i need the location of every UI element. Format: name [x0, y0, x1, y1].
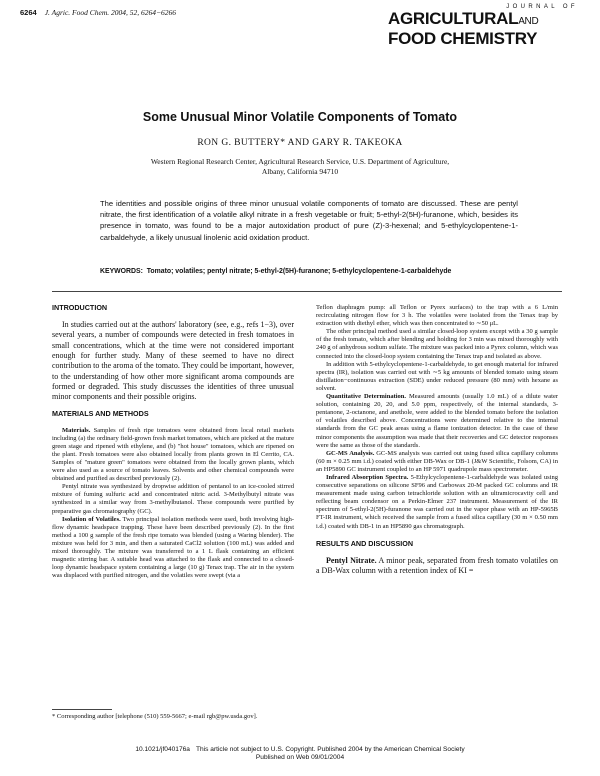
affiliation-line-2: Albany, California 94710 [261, 166, 339, 176]
corresponding-author-footnote: * Corresponding author [telephone (510) 559-5667; e-mail rgb@pw.usda.gov]. [52, 713, 258, 720]
results-heading: RESULTS AND DISCUSSION [316, 538, 414, 548]
methods-heading: MATERIALS AND METHODS [52, 409, 149, 419]
gcms-label: GC-MS Analysis. [326, 449, 375, 457]
doi: 10.1021/jf040176a [135, 746, 190, 753]
footer-line-1 [0, 746, 600, 754]
keywords-label: KEYWORDS: [100, 268, 143, 275]
sde-paragraph: In addition with 5-ethylcyclopentene-1-carbaldehyde, to get enough material for infrared spectra (IR), isolation was carried out with ∼5 kg amounts of blended tomato using steam distillation−continuous extraction (SDE) under reduced pressure (80 mm) with hexane as solvent. [316, 360, 558, 392]
isolation-paragraph [52, 516, 294, 581]
ir-paragraph [316, 474, 558, 531]
second-method-paragraph: The other principal method used a similar closed-loop system except with a 30 g sample of the fresh tomato, which after blending and holding for 3 min was mixed thoroughly with 240 g of anhydrous sodium sulfate. The mixture was packed into a Pyrex column, which was connected into the closed-loop system containing the Tenax trap and isolated as above. [316, 328, 558, 360]
article-title: Some Unusual Minor Volatile Components of Tomato [142, 110, 458, 124]
quantitative-label: Quantitative Determination. [326, 393, 407, 401]
pentyl-synthesis-paragraph: Pentyl nitrate was synthesized by dropwise addition of pentanol to an ice-cooled stirred mixture of fuming sulfuric acid and concentrated nitric acid. 3-Methylbutyl nitrate was synthesized in a similar way from 3-methylbutanol. These compounds were purified by preparative gas chromatography (GC). [52, 483, 294, 515]
journal-logo [388, 4, 578, 47]
running-header [20, 8, 176, 17]
quantitative-text: Measured amounts (usually 1.0 mL) of a dilute water solution, containing 20, 20, and 5.0 ppm, respectively, of the internal standards, 3-pentanone, 2-octanone, and anethole, were added to the blended tomato before the isolation of volatiles described above. Concentrations were determined relative to the internal standards from the GC peak areas using a flame ionization detector. In the case of these minor components the assumption was made that their recoveries and GC detector responses were the same as those of the standards. [316, 393, 558, 449]
logo-line-journal-of: JOURNAL OF [506, 4, 578, 10]
isolation-text: Two principal isolation methods were used, both involving high-flow dynamic headspace trapping. These have been described previously (2). In the first method a 100 g sample of the fresh ripe tomato was blended (using a Waring blender). The mixture was held for 3 min, and then a saturated CaCl2 solution (100 mL) was added and mixed thoroughly. The mixture was transferred to a 1 L flask containing an efficient magnetic stirring bar. A suitable head was attached to the flask and connected to a closed-loop dynamic headspace system containing a large (10 g) Tenax trap. The air in the system was displaced with purified nitrogen, and the volatiles were swept (via a [52, 515, 294, 580]
pentyl-nitrate-paragraph [316, 556, 558, 577]
materials-label: Materials. [62, 426, 91, 434]
pentyl-nitrate-text: A minor peak, separated from fresh tomato volatiles on a DB-Wax column with a retention index of KI = [316, 555, 559, 576]
page-footer [0, 746, 600, 762]
ir-text: 5-Ethylcyclopentene-1-carbaldehyde was isolated using consecutive separations on silicone SF96 and Carbowax 20-M packed GC columns and IR measurement made using carbon tetrachloride solution with an ultramicrocavity cell and reflecting beam condensor on a Perkin-Elmer 237 instrument. Measurement of the IR spectrum of 5-ethyl-2(5H)-furanone was carried out in the vapor phase with an HP-5965B FT-IR instrument, which received the sample from a fused silica capillary (30 m × 0.50 mm i.d.) coated with DB-1 in an HP5890 gas chromatograph. [316, 473, 558, 530]
footnote-rule [52, 709, 112, 710]
quantitative-paragraph [316, 393, 558, 450]
logo-line-agricultural: AGRICULTURALAND [388, 9, 539, 28]
right-column [316, 304, 558, 576]
trap-paragraph: Teflon diaphragm pump: all Teflon or Pyrex surfaces) to the trap with a 6 L/min recirculating nitrogen flow for 3 h. The volatiles were isolated from the Tenax trap by extraction with diethyl ether, which was then concentrated to ∼50 μL. [316, 304, 558, 328]
pentyl-nitrate-label: Pentyl Nitrate. [326, 555, 377, 565]
introduction-section [52, 320, 294, 402]
keywords-list: Tomato; volatiles; pentyl nitrate; 5-ethyl-2(5H)-furanone; 5-ethylcyclopentene-1-carbaldehyde [146, 268, 452, 275]
abstract: The identities and possible origins of three minor unusual volatile components of tomato are discussed. These are pentyl nitrate, the first identification of a volatile alkyl nitrate in a fresh vegetable or fruit; 5-ethyl-2(5H)-furanone, which, besides its presence in tomato, was found to be a major autoxidation product of pure (Z)-3-hexenal; and 5-ethylcyclopentene-1-carbaldehyde, a likely unusual linolenic acid oxidation product. [100, 199, 518, 242]
left-column [52, 304, 294, 580]
introduction-paragraph: In studies carried out at the authors' laboratory (see, e.g., refs 1−3), over several years, a number of compounds were detected in fresh tomatoes in small concentrations, which at the time were not considered important enough for further study. Many of these seemed to have no direct contribution to the aroma of the tomato. They could be important, however, to the understanding of how other more significant aroma compounds are formed or degraded. This study discusses the identities of three unusual minor components and their possible origins. [52, 320, 294, 402]
materials-text: Samples of fresh ripe tomatoes were obtained from local retail markets including (a) the ordinary field-grown fresh market tomatoes, which are picked at the mature green stage and ripened with ethylene, and (b) "hot house" tomatoes, which are ripened on the plant. Fresh tomatoes were also obtained locally from plants grown in El Cerrito, CA. Samples of "mature green" tomatoes were obtained from the locally grown plants, which were also used as a source of tomato leaves. Solvents and other chemical compounds were obtained and purified as described previously (2). [52, 426, 295, 483]
publication-date: Published on Web 09/01/2004 [255, 754, 345, 762]
pentyl-nitrate-section [316, 556, 558, 577]
materials-paragraph [52, 427, 294, 484]
gcms-text: GC-MS analysis was carried out using fused silica capillary columns (60 m × 0.25 mm i.d.) coated with either DB-Wax or DB-1 (J&W Scientific, Folsom, CA) in an HP5890 GC instrument coupled to an HP 5971 quadrupole mass spectrometer. [316, 449, 558, 473]
article-authors: RON G. BUTTERY* AND GARY R. TAKEOKA [197, 138, 403, 148]
journal-citation: J. Agric. Food Chem. 2004, 52, 6264−6266 [44, 8, 177, 17]
affiliation-line-1: Western Regional Research Center, Agricultural Research Service, U.S. Department of Agriculture, [150, 157, 450, 166]
introduction-heading: INTRODUCTION [52, 303, 108, 312]
logo-line-food-chemistry: FOOD CHEMISTRY [388, 29, 538, 48]
divider [52, 291, 562, 292]
isolation-label: Isolation of Volatiles. [62, 515, 121, 523]
copyright-notice: This article not subject to U.S. Copyright. Published 2004 by the American Chemical Society [195, 746, 465, 753]
author-affiliation [120, 157, 480, 176]
ir-label: Infrared Absorption Spectra. [326, 473, 409, 481]
gcms-paragraph [316, 450, 558, 474]
page-number: 6264 [20, 8, 37, 17]
keywords [100, 267, 518, 277]
